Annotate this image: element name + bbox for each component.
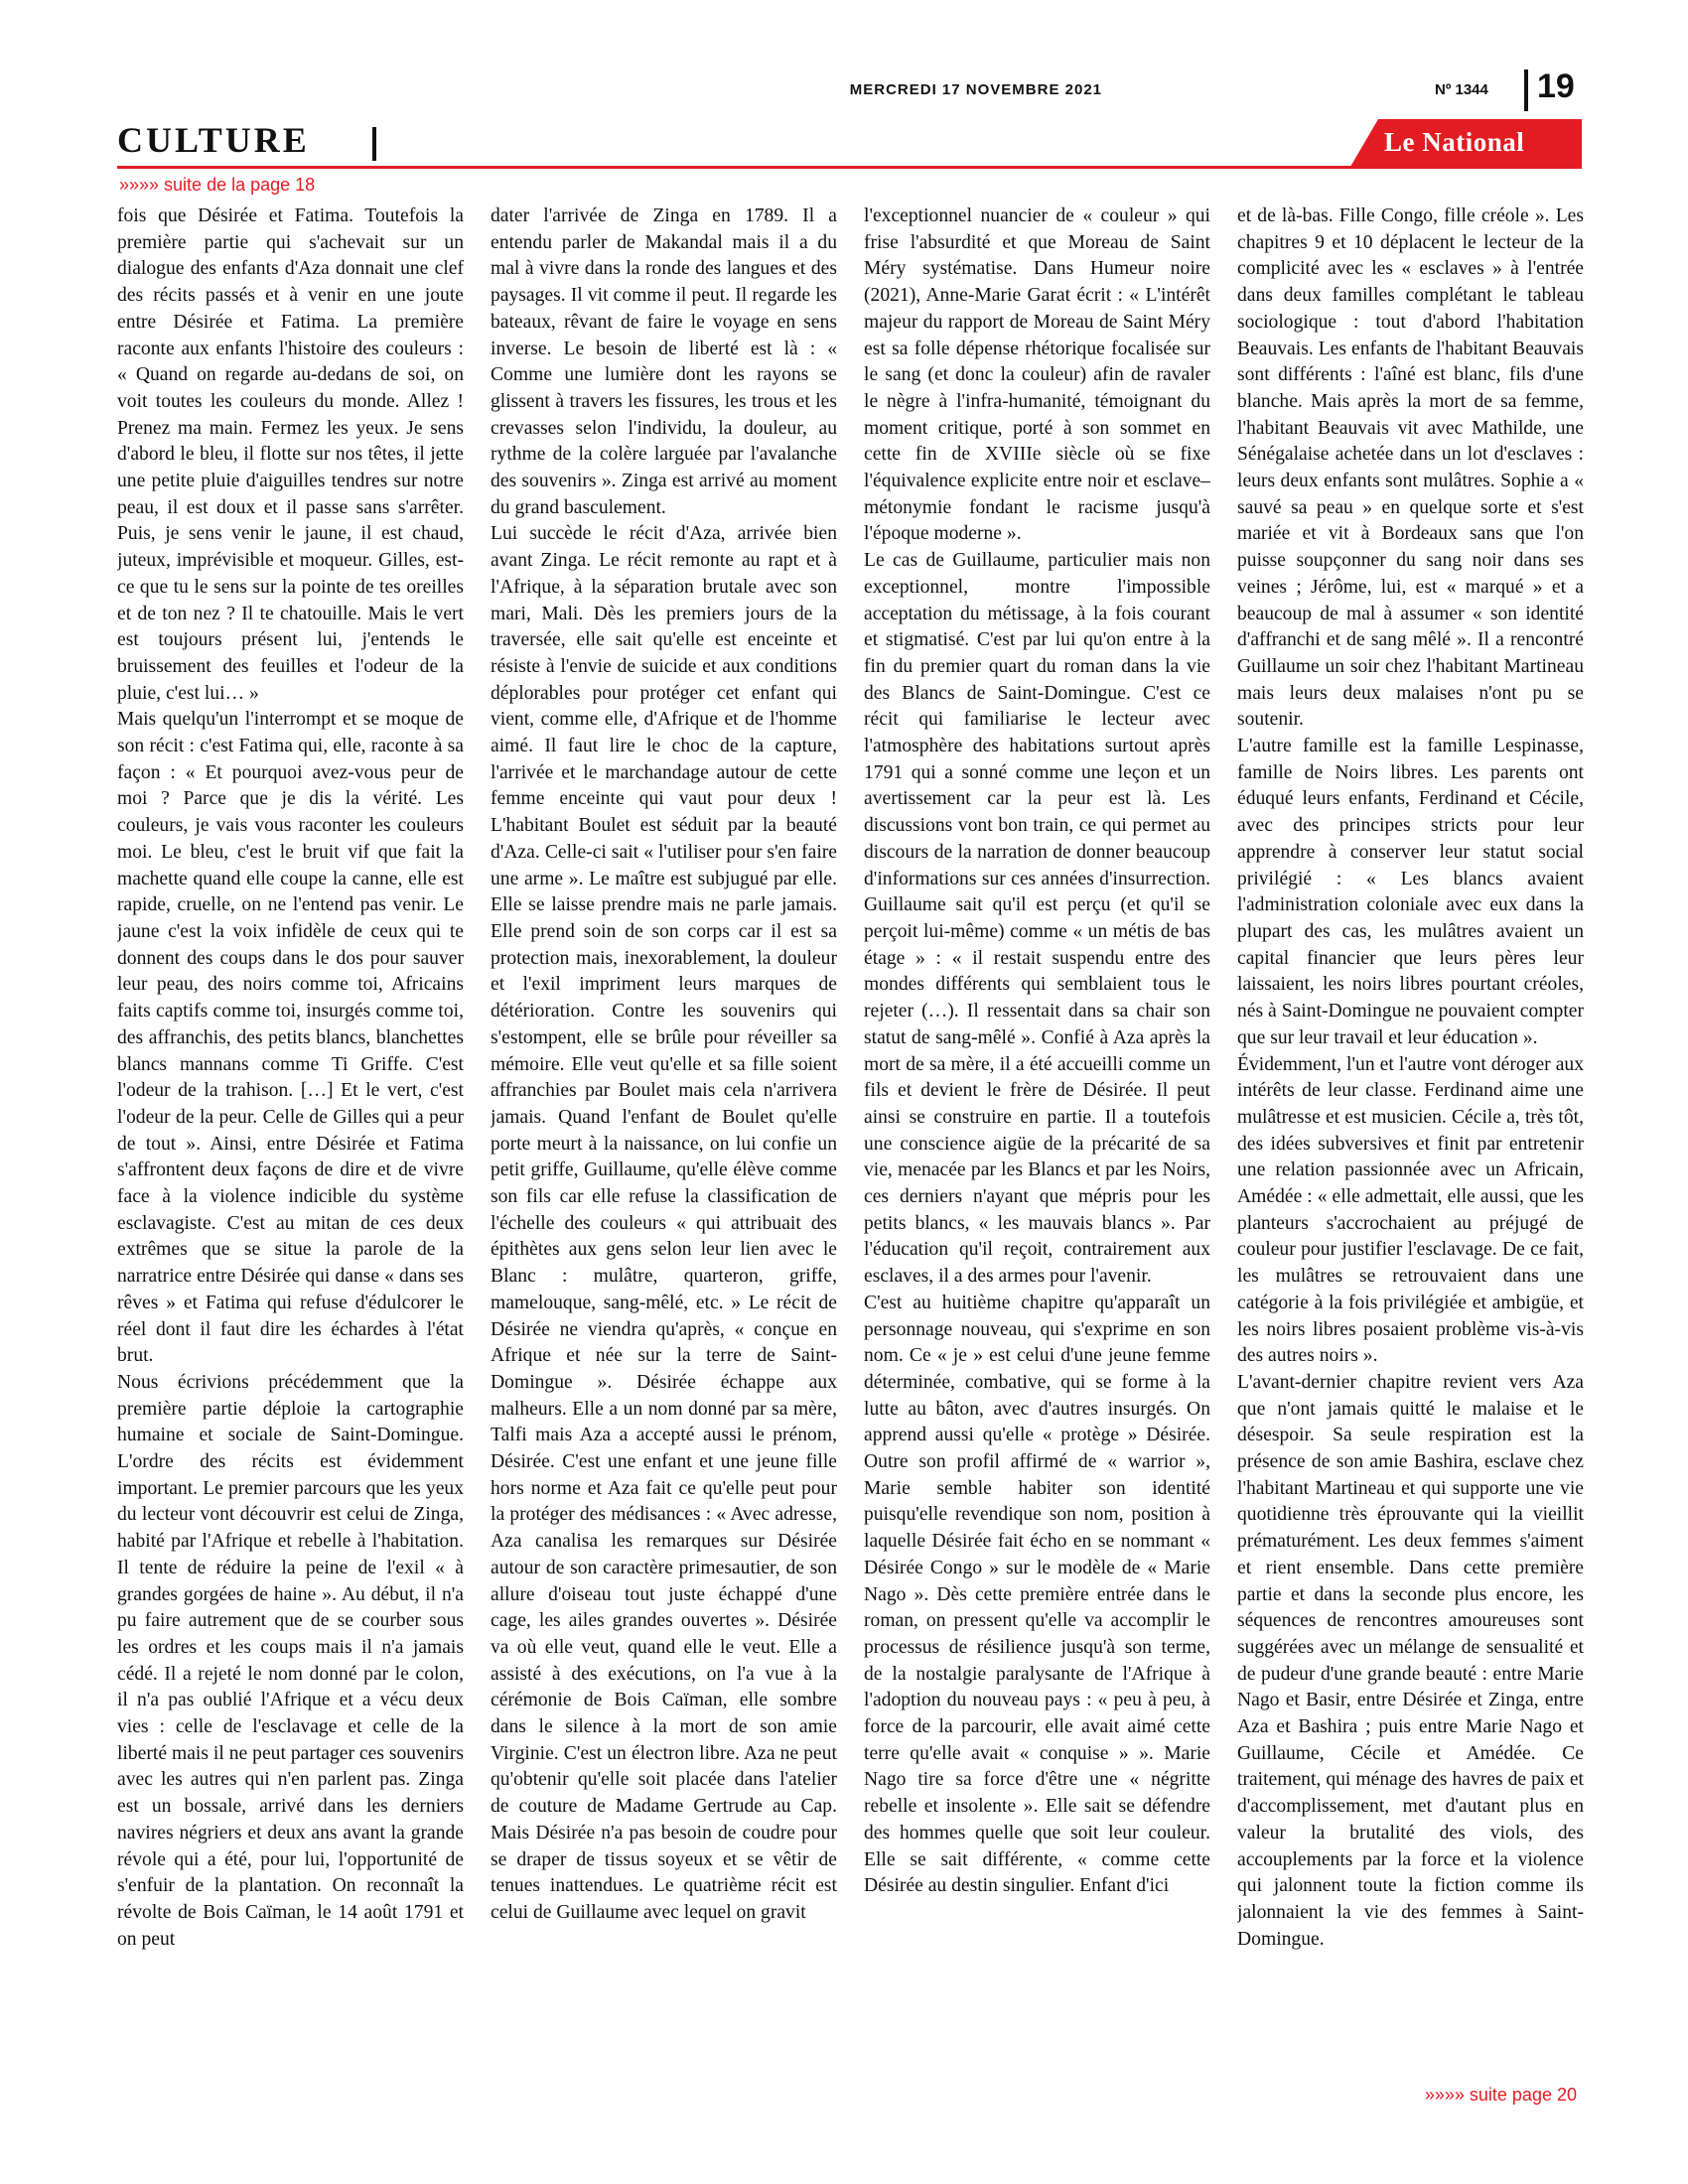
article-paragraph: C'est au huitième chapitre qu'apparaît un personnage nouveau, qui s'exprime en son nom. Ce « je » est celui d'une jeune femme déterminée, combative, qui se forme à la lutte au bâton, avec d'autres insurgés. On apprend aussi qu'elle « protège » Désirée. Outre son profil affirmé de « warrior », Marie semble habiter son identité puisqu'elle revendique son nom, position à laquelle Désirée fait écho en se nommant « Désirée Congo » sur le modèle de « Marie Nago ». Dès cette première entrée dans le roman, on pressent qu'elle va accomplir le processus de résilience jusqu'à son terme, de la nostalgie paralysante de l'Afrique à l'adoption du nouveau pays : « peu à peu, à force de la parcourir, elle avait aimé cette terre qu'elle avait « conquise » ». Marie Nago tire sa force d'être une « négritte rebelle et insolente ». Elle sait se défendre des hommes quelle que soit leur couleur. Elle se sait différente, « comme cette Désirée au destin singulier. Enfant d'ici (864, 1292, 1210, 1897)
article-paragraph: Lui succède le récit d'Aza, arrivée bien avant Zinga. Le récit remonte au rapt et à l'Afrique, à la séparation brutale avec son mari, Mali. Dès les premiers jours de la traversée, elle sait qu'elle est enceinte et résiste à l'envie de suicide et aux conditions déplorables pour protéger cet enfant qui vient, comme elle, d'Afrique et de l'homme aimé. Il faut lire le choc de la capture, l'arrivée et le marchandage autour de cette femme enceinte qui vaut pour deux ! L'habitant Boulet est séduit par la beauté d'Aza. Celle-ci sait « l'utiliser pour s'en faire une arme ». Le maître est subjugué par elle. Elle se laisse prendre mais ne parle jamais. Elle prend soin de son corps car il est sa protection mais, inexorablement, la douleur et l'exil impriment leurs marques de détérioration. Contre les souvenirs qui s'estompent, elle se brûle pour réveiller sa mémoire. Elle veut qu'elle et sa fille soient affranchies par Boulet mais cela n'arrivera jamais. Quand l'enfant de Boulet qu'elle porte meurt à la naissance, on lui confie un petit griffe, Guillaume, qu'elle élève comme son fils car elle refuse la classification de l'échelle des couleurs « qui attribuait des épithètes aux gens selon leur lien avec le Blanc : mulâtre, quarteron, griffe, mamelouque, sang-mêlé, etc. » Le récit de Désirée ne viendra qu'après, « conçue en Afrique et née sur la terre de Saint-Domingue ». Désirée échappe aux malheurs. Elle a un nom donné par sa mère, Talfi mais Aza a accepté aussi le prénom, Désirée. C'est une enfant et une jeune fille hors norme et Aza fait ce qu'elle peut pour la protéger des médisances : « Avec adresse, Aza canalisa les remarques sur Désirée autour de son caractère primesautier, de son allure d'oiseau tout juste échappé d'une cage, les ailes grandes ouvertes ». Désirée va où elle veut, quand elle le veut. Elle a assisté à des exécutions, on l'a vue à la cérémonie de Bois Caïman, elle sombre dans le silence à la mort de son amie Virginie. C'est un électron libre. Aza ne peut qu'obtenir qu'elle soit placée dans l'atelier de couture de Madame Gertrude au Cap. Mais Désirée n'a pas besoin de coudre pour se draper de tissus soyeux et se vêtir de tenues inattendues. Le quatrième récit est celui de Guillaume avec lequel on gravit (491, 523, 837, 1923)
brand-name: Le National (1384, 127, 1525, 157)
header-divider (1524, 69, 1528, 111)
article-paragraph: L'avant-dernier chapitre revient vers Aza que n'ont jamais quitté le malaise et le désespoir. Sa seule respiration est la présence de son amie Bashira, esclave chez l'habitant Martineau et qui supporte une vie quotidienne très éprouvante qui la vieillit prématurément. Les deux femmes s'aiment et rient ensemble. Dans cette première partie et dans la seconde plus encore, les séquences de rencontres amoureuses sont suggérées avec un mélange de sensualité et de pudeur d'une grande beauté : entre Marie Nago et Basir, entre Désirée et Zinga, entre Aza et Bashira ; puis entre Marie Nago et Guillaume, Cécile et Amédée. Ce traitement, qui ménage des havres de paix et d'accomplissement, met d'autant plus en valeur la brutalité des viols, des accouplements par la force et la violence qui jalonnent toute la fiction comme ils jalonnaient la vie des femmes à Saint-Domingue. (1237, 1371, 1584, 1950)
article-paragraph: Le cas de Guillaume, particulier mais non exceptionnel, montre l'impossible acceptation du métissage, à la fois courant et stigmatisé. C'est par lui qu'on entre à la fin du premier quart du roman dans la vie des Blancs de Saint-Domingue. C'est ce récit qui familiarise le lecteur avec l'atmosphère des habitations surtout après 1791 qui a sonné comme une leçon et un avertissement car la peur est là. Les discussions vont bon train, ce qui permet au discours de la narration de donner beaucoup d'informations sur ces années d'insurrection. Guillaume sait qu'il est perçu (et qu'il se perçoit lui-même) comme « un métis de bas étage » : « il restait suspendu entre des mondes différents qui semblaient tous le rejeter (…). Il ressentait dans sa chair son statut de sang-mêlé ». Confié à Aza après la mort de sa mère, il a été accueilli comme un fils et devient le frère de Désirée. Il peut ainsi se construire en partie. Il a toutefois une conscience aigüe de la précarité de sa vie, menacée par les Blancs et par les Noirs, ces derniers n'ayant que mépris pour les petits blancs, « les mauvais blancs ». Par l'éducation qu'il reçoit, contrairement aux esclaves, il a des armes pour l'avenir. (864, 550, 1210, 1288)
article-columns (117, 204, 1584, 2075)
article-paragraph: L'autre famille est la famille Lespinasse, famille de Noirs libres. Les parents ont éduqué leurs enfants, Ferdinand et Cécile, avec des principes stricts pour leur apprendre à conserver leur statut social privilégié : « Les blancs avaient l'administration coloniale avec eux dans la plupart des cas, les mulâtres avaient un capital financier que leurs pères leur laissaient, les noirs libres pourtant créoles, nés à Saint-Domingue ne pouvaient compter que sur leur travail et leur éducation ». (1237, 736, 1584, 1048)
article-column-3 (864, 204, 1210, 2075)
article-paragraph: Mais quelqu'un l'interrompt et se moque de son récit : c'est Fatima qui, elle, raconte à sa façon : « Et pourquoi avez-vous peur de moi ? Parce que je dis la vérité. Les couleurs, je vais vous raconter les couleurs moi. Le bleu, c'est le bruit vif que fait la machette quand elle coupe la canne, elle est rapide, cruelle, on ne l'entend pas venir. Le jaune c'est la voix infidèle de ceux qui te donnent des coups dans le dos pour sauver leur peau, des noirs comme toi, Africains faits captifs comme toi, insurgés comme toi, des affranchis, des petits blancs, blanchettes blancs mannans comme Ti Griffe. C'est l'odeur de la trahison. […] Et le vert, c'est l'odeur de la peur. Celle de Gilles qui a peur de tout ». Ainsi, entre Désirée et Fatima s'affrontent deux façons de dire et de vivre face à la violence indicible du système esclavagiste. C'est au mitan de ces deux extrêmes que se situe la parole de la narratrice entre Désirée qui danse « dans ses rêves » et Fatima qui refuse d'édulcorer le réel dont il faut dire les échardes à l'état brut. (117, 709, 464, 1367)
issue-date: MERCREDI 17 NOVEMBRE 2021 (849, 81, 1102, 98)
continues-on-link[interactable]: »»»» suite page 20 (1424, 2085, 1577, 2105)
article-column-1 (117, 204, 464, 2075)
brand-banner (1350, 119, 1582, 167)
article-paragraph: Nous écrivions précédemment que la première partie déploie la cartographie humaine et sociale de Saint-Domingue. L'ordre des récits est évidemment important. Le premier parcours que les yeux du lecteur vont découvrir est celui de Zinga, habité par l'Afrique et rebelle à l'habitation. Il tente de réduire la peine de l'exil « à grandes gorgées de haine ». Au début, il n'a pu faire autrement que de se courber sous les ordres et les coups mais il n'a jamais cédé. Il a rejeté le nom donné par le colon, il n'a pas oublié l'Afrique et a vécu deux vies : celle de l'esclavage et celle de la liberté mais il ne peut partager ces souvenirs avec les autres qui n'en parlent pas. Zinga est un bossale, arrivé dans les derniers navires négriers et deux ans avant la grande révole qui a été, pour lui, l'opportunité de s'enfuir de la plantation. On reconnaît la révolte de Bois Caïman, le 14 août 1791 et on peut (117, 1371, 464, 1950)
continued-from: »»»» suite de la page 18 (119, 175, 316, 195)
header-rule (117, 166, 1582, 169)
article-column-2 (491, 204, 837, 2075)
article-paragraph: fois que Désirée et Fatima. Toutefois la première partie qui s'achevait sur un dialogue des enfants d'Aza donnait une clef des récits passés et à venir en une joute entre Désirée et Fatima. La première raconte aux enfants l'histoire des couleurs : « Quand on regarde au-dedans de soi, on voit toutes les couleurs du monde. Allez ! Prenez ma main. Fermez les yeux. Je sens d'abord le bleu, il flotte sur nos têtes, il jette une petite pluie d'aiguilles tendres sur notre peau, il est doux et il passe sans s'arrêter. Puis, je sens venir le jaune, il est chaud, juteux, imprévisible et moqueur. Gilles, est-ce que tu le sens sur la pointe de tes oreilles et de ton nez ? Il te chatouille. Mais le vert est toujours présent lui, j'entends le bruissement des feuilles et l'odeur de la pluie, c'est lui… » (117, 205, 464, 704)
section-divider (372, 127, 376, 161)
article-paragraph: et de là-bas. Fille Congo, fille créole ». Les chapitres 9 et 10 déplacent le lecteur de la complicité avec les « esclaves » à l'entrée dans deux familles complétant le tableau sociologique : tout d'abord l'habitation Beauvais. Les enfants de l'habitant Beauvais sont différents : l'aîné est blanc, fils d'une blanche. Mais après la mort de sa femme, l'habitant Beauvais vit avec Mathilde, une Sénégalaise achetée dans un lot d'esclaves : leurs deux enfants sont mulâtres. Sophie a « sauvé sa peau » en quelque sorte et s'est mariée et vit à Bordeaux sans que l'on puisse soupçonner du sang noir dans ses veines ; Jérôme, lui, est « marqué » et a beaucoup de mal à assumer « son identité d'affranchi et de sang mêlé ». Il a rencontré Guillaume un soir chez l'habitant Martineau mais leurs deux malaises n'ont pu se soutenir. (1237, 205, 1584, 731)
article-paragraph: dater l'arrivée de Zinga en 1789. Il a entendu parler de Makandal mais il a du mal à vivre dans la ronde des langues et des paysages. Il vit comme il peut. Il regarde les bateaux, rêvant de faire le voyage en sens inverse. Le besoin de liberté est là : « Comme une lumière dont les rayons se glissent à travers les fissures, les trous et les crevasses selon l'individu, la douleur, au rythme de la colère larguée par l'avalanche des souvenirs ». Zinga est arrivé au moment du grand basculement. (491, 205, 837, 518)
issue-number: Nº 1344 (1435, 81, 1488, 98)
article-column-4 (1237, 204, 1584, 2075)
article-paragraph: Évidemment, l'un et l'autre vont déroger aux intérêts de leur classe. Ferdinand aime une mulâtresse et est musicien. Cécile a, très tôt, des idées subversives et finit par entretenir une relation passionnée avec un Africain, Amédée : « elle admettait, elle aussi, que les planteurs s'accrochaient au préjugé de couleur pour justifier l'esclavage. De ce fait, les mulâtres se retrouvaient dans une catégorie à la fois privilégiée et ambigüe, et les noirs libres posaient problème vis-à-vis des autres noirs ». (1237, 1053, 1584, 1367)
article-paragraph: l'exceptionnel nuancier de « couleur » qui frise l'absurdité et que Moreau de Saint Méry systématise. Dans Humeur noire (2021), Anne-Marie Garat écrit : « L'intérêt majeur du rapport de Moreau de Saint Méry est sa folle dépense rhétorique focalisée sur le sang (et donc la couleur) afin de ravaler le nègre à l'infra-humanité, témoignant du moment critique, porté à son sommet en cette fin de XVIIIe siècle où se fixe l'équivalence explicite entre noir et esclave– métonymie fondant le racisme jusqu'à l'époque moderne ». (864, 205, 1210, 545)
page-number: 19 (1537, 68, 1575, 105)
section-title: CULTURE (117, 120, 310, 160)
